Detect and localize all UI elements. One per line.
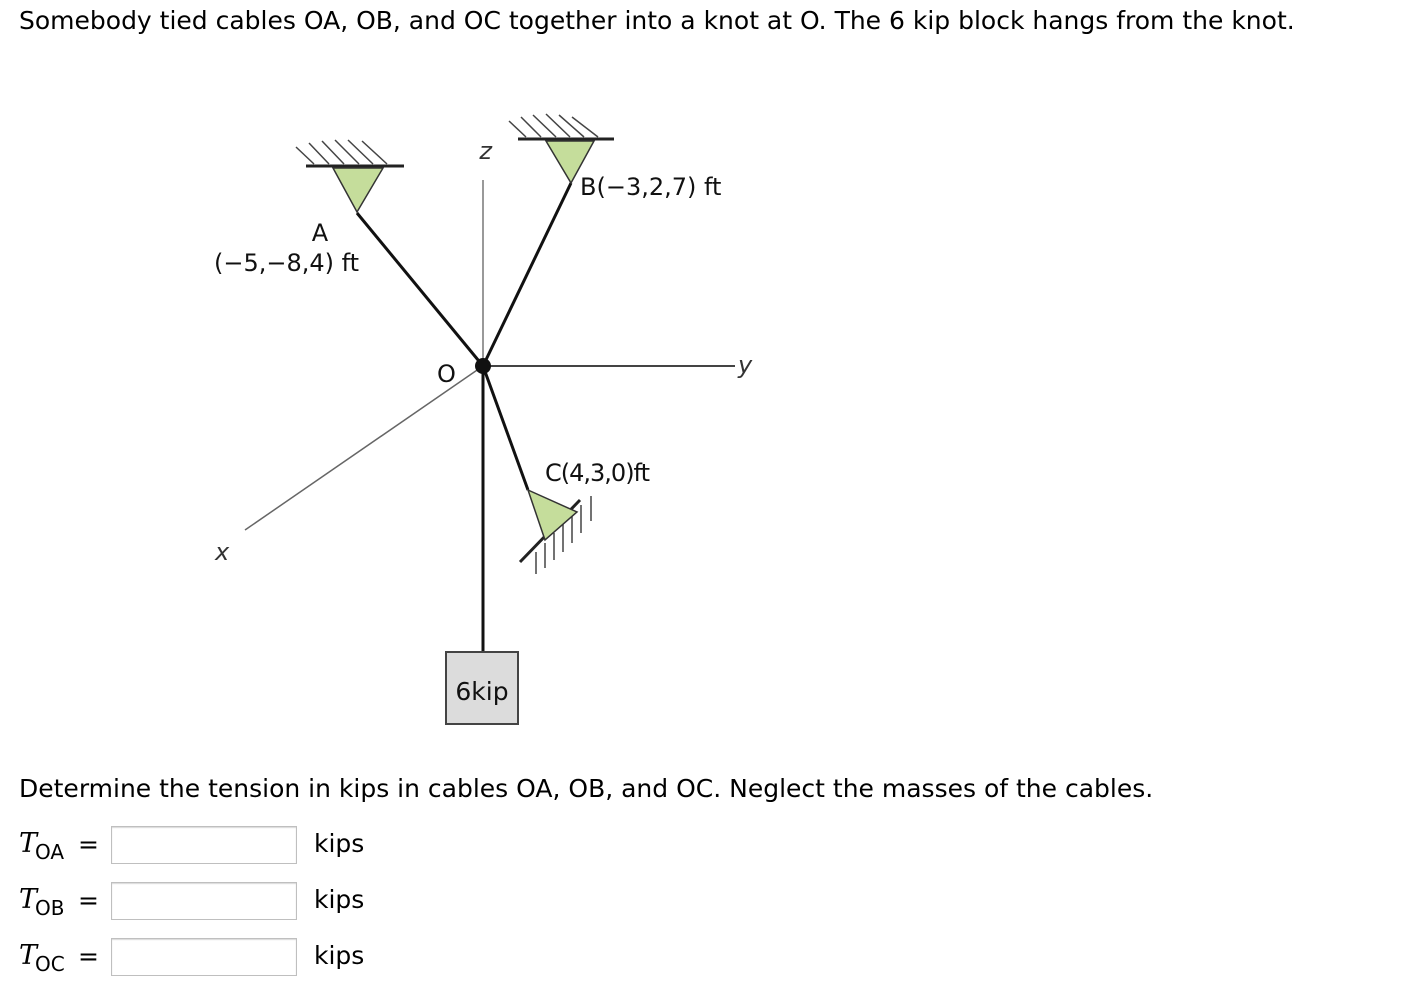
- equals-sign: =: [78, 942, 99, 971]
- block-label: 6kip: [455, 677, 509, 706]
- origin-label: O: [437, 360, 456, 388]
- equals-sign: =: [78, 830, 99, 859]
- point-a-name: A: [311, 219, 329, 247]
- tension-ob-symbol: $T_{OB}$: [19, 884, 65, 920]
- z-axis-label: z: [479, 140, 493, 168]
- tension-ob-unit: kips: [314, 885, 365, 914]
- equals-sign: =: [78, 886, 99, 915]
- y-axis-label: y: [738, 351, 753, 379]
- tension-oa-symbol: $T_{OA}$: [19, 828, 65, 864]
- x-axis-label: x: [215, 538, 230, 566]
- question-text: Determine the tension in kips in cables OA, OB, and OC. Neglect the masses of the cables.: [19, 774, 1154, 803]
- tension-oc-symbol: $T_{OC}$: [19, 940, 65, 976]
- tension-oc-input[interactable]: [111, 938, 297, 976]
- problem-statement: Somebody tied cables OA, OB, and OC together into a knot at O. The 6 kip block hangs from the knot.: [19, 6, 1295, 35]
- cable-oc: [483, 366, 528, 490]
- cable-ob: [483, 183, 571, 366]
- x-axis-line: [245, 366, 483, 530]
- tension-oc-unit: kips: [314, 941, 365, 970]
- tension-oa-unit: kips: [314, 829, 365, 858]
- tension-ob-input[interactable]: [111, 882, 297, 920]
- support-c-triangle: [528, 490, 577, 540]
- point-c-label: C(4,3,0)ft: [545, 459, 649, 487]
- tension-oa-input[interactable]: [111, 826, 297, 864]
- knot-point-o: [475, 358, 491, 374]
- support-a: [296, 140, 404, 212]
- point-a-coords: (−5,−8,4) ft: [214, 249, 360, 277]
- point-b-label: B(−3,2,7) ft: [580, 173, 722, 201]
- support-c: [520, 490, 591, 574]
- support-a-triangle: [333, 168, 383, 212]
- cable-oa: [357, 213, 483, 366]
